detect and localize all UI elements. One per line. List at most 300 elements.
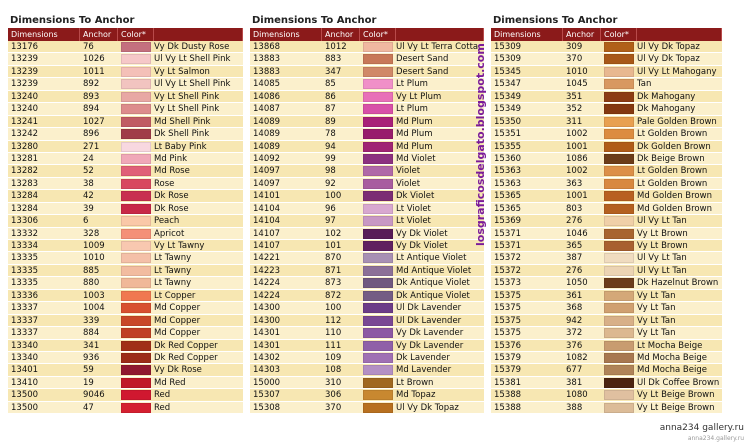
dimensions-code: 14104 [253,203,281,214]
table-row [8,66,243,78]
color-name: Desert Sand [396,54,449,65]
table-row [250,116,484,128]
anchor-code: 1001 [566,191,588,202]
color-swatch [363,403,393,413]
color-name: Ul Vy Lt Shell Pink [154,79,231,90]
color-swatch [121,328,151,338]
dimensions-code: 13336 [11,290,39,301]
dimensions-code: 13283 [11,178,39,189]
color-swatch [363,365,393,375]
table-header [491,28,722,41]
anchor-code: 370 [566,54,583,65]
color-swatch [121,303,151,313]
anchor-code: 276 [566,265,583,276]
anchor-code: 677 [566,365,583,376]
dimensions-code: 15372 [494,265,522,276]
dimensions-code: 13334 [11,241,39,251]
color-name: Dk Antique Violet [396,290,470,301]
anchor-code: 339 [83,315,100,326]
anchor-code: 1080 [566,390,588,401]
color-name: Dk Mahogany [637,104,696,115]
color-name: Md Plum [396,141,433,152]
table-row [250,240,484,252]
dimensions-code: 14303 [253,365,281,376]
anchor-code: 102 [325,228,342,239]
color-swatch [363,67,393,77]
table-row [491,277,722,289]
color-name: Md Plum [396,129,433,140]
color-swatch [121,129,151,139]
dimensions-code: 15381 [494,377,522,388]
color-swatch [604,365,634,375]
anchor-code: 1082 [566,352,588,363]
color-swatch [121,316,151,326]
color-swatch [363,92,393,102]
color-swatch [604,378,634,388]
table-row [491,66,722,78]
anchor-code: 92 [325,178,336,189]
table-row [491,153,722,165]
anchor-code: 310 [325,377,342,388]
color-swatch [604,278,634,288]
color-swatch [363,104,393,114]
color-swatch [121,341,151,351]
color-swatch [604,142,634,152]
color-swatch [604,92,634,102]
dimensions-code: 13337 [11,315,39,326]
conversion-table-3 [491,14,722,414]
table-row [491,389,722,401]
color-swatch [363,303,393,313]
dimensions-code: 13335 [11,253,39,264]
color-name: Dk Shell Pink [154,129,210,140]
color-name: Vy Lt Beige Brown [637,402,715,413]
color-name: Tan [637,79,652,90]
table-row [250,228,484,240]
color-name: Vy Lt Plum [396,91,442,102]
color-name: Ul Vy Lt Mahogany [637,66,717,77]
dimensions-code: 14097 [253,178,281,189]
table-row [8,240,243,252]
table-row [8,302,243,314]
table-row [491,53,722,65]
color-name: Vy Lt Tan [637,303,676,314]
table-row [250,53,484,65]
table-row [8,178,243,190]
anchor-code: 885 [83,265,100,276]
anchor-code: 1050 [566,278,588,289]
dimensions-code: 13883 [253,66,281,77]
table-header [8,28,243,41]
color-swatch [121,142,151,152]
anchor-code: 870 [325,253,342,264]
color-swatch [363,229,393,239]
table-row [491,327,722,339]
table-row [491,377,722,389]
table-row [250,377,484,389]
table-row [491,340,722,352]
table-row [491,203,722,215]
dimensions-code: 15309 [494,42,522,52]
color-swatch [604,79,634,89]
anchor-code: 1001 [566,141,588,152]
dimensions-code: 15345 [494,66,522,77]
table-row [491,228,722,240]
dimensions-code: 15373 [494,278,522,289]
dimensions-code: 13176 [11,42,39,52]
color-name: Dk Antique Violet [396,278,470,289]
table-row [250,327,484,339]
anchor-code: 101 [325,241,342,251]
anchor-code: 99 [325,153,336,164]
color-name: Vy Dk Violet [396,241,448,251]
anchor-code: 1004 [83,303,105,314]
color-swatch [604,129,634,139]
anchor-code: 1046 [566,228,588,239]
color-name: Md Pink [154,153,188,164]
table-row [491,78,722,90]
color-swatch [121,216,151,226]
color-swatch [121,117,151,127]
table-row [491,103,722,115]
table-row [491,352,722,364]
color-name: Md Rose [154,166,190,177]
color-swatch [363,341,393,351]
color-name: Vy Lt Beige Brown [637,390,715,401]
dimensions-code: 14300 [253,303,281,314]
table-row [250,340,484,352]
dimensions-code: 15363 [494,166,522,177]
dimensions-code: 14224 [253,278,281,289]
table-row [491,265,722,277]
table-row [8,315,243,327]
color-swatch [121,42,151,52]
color-swatch [363,266,393,276]
dimensions-code: 13500 [11,402,39,413]
dimensions-code: 13284 [11,203,39,214]
anchor-header: Anchor [563,28,601,41]
table-row [491,128,722,140]
dimensions-code: 13239 [11,66,39,77]
anchor-code: 306 [325,390,342,401]
color-swatch [121,390,151,400]
table-row [491,364,722,376]
color-swatch [604,67,634,77]
anchor-code: 372 [566,328,583,339]
anchor-code: 896 [83,129,100,140]
table-row [250,265,484,277]
anchor-code: 111 [325,340,342,351]
dimensions-code: 15309 [494,54,522,65]
dimensions-code: 15351 [494,129,522,140]
anchor-code: 328 [83,228,100,239]
color-name: Violet [396,178,421,189]
dimensions-code: 15307 [253,390,281,401]
table-row [8,228,243,240]
color-swatch [363,117,393,127]
anchor-code: 893 [83,91,100,102]
color-name: Dk Hazelnut Brown [637,278,719,289]
color-name: Dk Beige Brown [637,153,705,164]
dimensions-code: 14085 [253,79,281,90]
color-swatch [363,54,393,64]
anchor-code: 361 [566,290,583,301]
anchor-code: 341 [83,340,100,351]
color-name: Md Mocha Beige [637,352,707,363]
anchor-code: 803 [566,203,583,214]
table-row [250,277,484,289]
color-swatch [604,291,634,301]
table-row [491,190,722,202]
table-row [491,252,722,264]
color-name: Dk Violet [396,191,435,202]
table-row [8,252,243,264]
dimensions-code: 14107 [253,241,281,251]
anchor-code: 1009 [83,241,105,251]
color-name: Md Golden Brown [637,191,712,202]
color-name: Vy Lt Tan [637,290,676,301]
table-row [250,315,484,327]
color-name: Dk Rose [154,203,189,214]
table-row [250,178,484,190]
dimensions-code: 13340 [11,340,39,351]
anchor-code: 351 [566,91,583,102]
table-row [8,128,243,140]
color-swatch [121,191,151,201]
dimensions-code: 14301 [253,328,281,339]
dimensions-code: 14101 [253,191,281,202]
color-name: Lt Baby Pink [154,141,207,152]
anchor-code: 6 [83,216,89,227]
table-row [8,116,243,128]
dimensions-code: 14302 [253,352,281,363]
color-swatch [121,67,151,77]
table-row [8,103,243,115]
table-body [491,41,722,414]
dimensions-code: 13240 [11,91,39,102]
anchor-code: 1011 [83,66,105,77]
table-row [8,165,243,177]
dimensions-code: 13335 [11,278,39,289]
table-row [491,240,722,252]
dimensions-code: 13340 [11,352,39,363]
color-swatch [363,166,393,176]
color-name: Md Copper [154,315,201,326]
anchor-code: 871 [325,265,342,276]
dimensions-code: 15375 [494,303,522,314]
color-swatch [121,278,151,288]
color-name: Md Copper [154,303,201,314]
anchor-code: 873 [325,278,342,289]
anchor-code: 24 [83,153,94,164]
color-swatch [363,316,393,326]
anchor-code: 87 [325,104,336,115]
color-swatch [121,92,151,102]
color-name: Dk Rose [154,191,189,202]
color-name: Lt Mocha Beige [637,340,703,351]
color-name: Red [154,390,171,401]
color-name: Ul Dk Lavender [396,315,462,326]
dimensions-code: 15372 [494,253,522,264]
color-name: Md Violet [396,153,436,164]
dimensions-code: 15349 [494,91,522,102]
table-row [491,41,722,53]
anchor-code: 39 [83,203,94,214]
anchor-code: 100 [325,191,342,202]
dimensions-code: 13242 [11,129,39,140]
table-row [250,302,484,314]
anchor-code: 86 [325,91,336,102]
color-name: Vy Dk Lavender [396,340,464,351]
dimensions-code: 15379 [494,365,522,376]
anchor-code: 108 [325,365,342,376]
dimensions-code: 15355 [494,141,522,152]
anchor-code: 1012 [325,42,347,52]
dimensions-code: 15000 [253,377,281,388]
color-name: Md Golden Brown [637,203,712,214]
anchor-code: 1026 [83,54,105,65]
color-name: Lt Golden Brown [637,166,708,177]
color-name: Dk Mahogany [637,91,696,102]
table-row [491,116,722,128]
color-name: Ul Dk Coffee Brown [637,377,720,388]
table-row [8,327,243,339]
anchor-code: 1086 [566,153,588,164]
color-swatch [363,253,393,263]
dimensions-code: 15363 [494,178,522,189]
dimensions-code: 13240 [11,104,39,115]
color-name: Lt Golden Brown [637,129,708,140]
dimensions-code: 15365 [494,203,522,214]
color-name: Ul Vy Dk Topaz [637,42,700,52]
dimensions-code: 14221 [253,253,281,264]
table-title: Dimensions To Anchor [10,15,135,26]
color-name: Md Red [154,377,186,388]
color-swatch [363,42,393,52]
anchor-code: 381 [566,377,583,388]
table-row [250,402,484,414]
color-name: Ul Vy Lt Tan [637,253,687,264]
color-swatch [363,378,393,388]
table-body [250,41,484,414]
table-row [8,91,243,103]
anchor-code: 347 [325,66,342,77]
anchor-code: 1010 [566,66,588,77]
color-swatch [121,154,151,164]
anchor-code: 9046 [83,390,105,401]
dimensions-header: Dimensions [250,28,322,41]
table-row [491,290,722,302]
anchor-code: 883 [325,54,342,65]
dimensions-code: 14301 [253,340,281,351]
anchor-code: 52 [83,166,94,177]
table-row [250,290,484,302]
color-swatch [604,204,634,214]
dimensions-code: 14087 [253,104,281,115]
color-swatch [121,241,151,251]
color-header: Color* [601,28,637,41]
table-row [250,153,484,165]
anchor-code: 78 [325,129,336,140]
gallery-credit-small: anna234.gallery.ru [687,435,744,442]
color-name: Lt Copper [154,290,196,301]
dimensions-code: 13241 [11,116,39,127]
color-name: Lt Violet [396,203,431,214]
dimensions-code: 15375 [494,328,522,339]
color-name: Pale Golden Brown [637,116,717,127]
table-row [250,252,484,264]
anchor-header: Anchor [80,28,118,41]
color-name: Md Topaz [396,390,436,401]
color-swatch [604,42,634,52]
anchor-code: 387 [566,253,583,264]
color-name: Desert Sand [396,66,449,77]
anchor-code: 59 [83,365,94,376]
color-swatch [604,191,634,201]
anchor-code: 42 [83,191,94,202]
dimensions-code: 13280 [11,141,39,152]
dimensions-code: 13239 [11,79,39,90]
color-name: Vy Lt Brown [637,228,688,239]
color-swatch [121,104,151,114]
color-swatch [604,166,634,176]
dimensions-code: 15375 [494,290,522,301]
anchor-code: 1003 [83,290,105,301]
dimensions-code: 14223 [253,265,281,276]
color-swatch [604,241,634,251]
dimensions-code: 13281 [11,153,39,164]
color-name: Vy Lt Salmon [154,66,210,77]
anchor-code: 368 [566,303,583,314]
anchor-code: 376 [566,340,583,351]
color-name: Ul Vy Lt Tan [637,265,687,276]
color-header: Color* [118,28,154,41]
dimensions-code: 13401 [11,365,39,376]
color-swatch [363,204,393,214]
anchor-code: 894 [83,104,100,115]
dimensions-code: 13868 [253,42,281,52]
anchor-code: 94 [325,141,336,152]
color-swatch [363,278,393,288]
table-row [8,190,243,202]
table-row [491,315,722,327]
color-name: Lt Tawny [154,265,192,276]
color-name: Ul Vy Dk Topaz [396,402,459,413]
table-row [8,389,243,401]
color-name: Vy Lt Tan [637,315,676,326]
anchor-code: 96 [325,203,336,214]
table-body [8,41,243,414]
table-row [8,41,243,53]
dimensions-code: 14097 [253,166,281,177]
color-header: Color* [360,28,396,41]
dimensions-code: 14224 [253,290,281,301]
dimensions-code: 13282 [11,166,39,177]
color-swatch [121,166,151,176]
name-header [396,28,484,41]
color-name: Lt Violet [396,216,431,227]
table-row [250,128,484,140]
color-name: Md Plum [396,116,433,127]
dimensions-code: 14300 [253,315,281,326]
dimensions-header: Dimensions [491,28,563,41]
color-swatch [363,328,393,338]
table-row [250,352,484,364]
color-swatch [121,403,151,413]
color-name: Lt Brown [396,377,434,388]
anchor-code: 872 [325,290,342,301]
color-swatch [604,316,634,326]
